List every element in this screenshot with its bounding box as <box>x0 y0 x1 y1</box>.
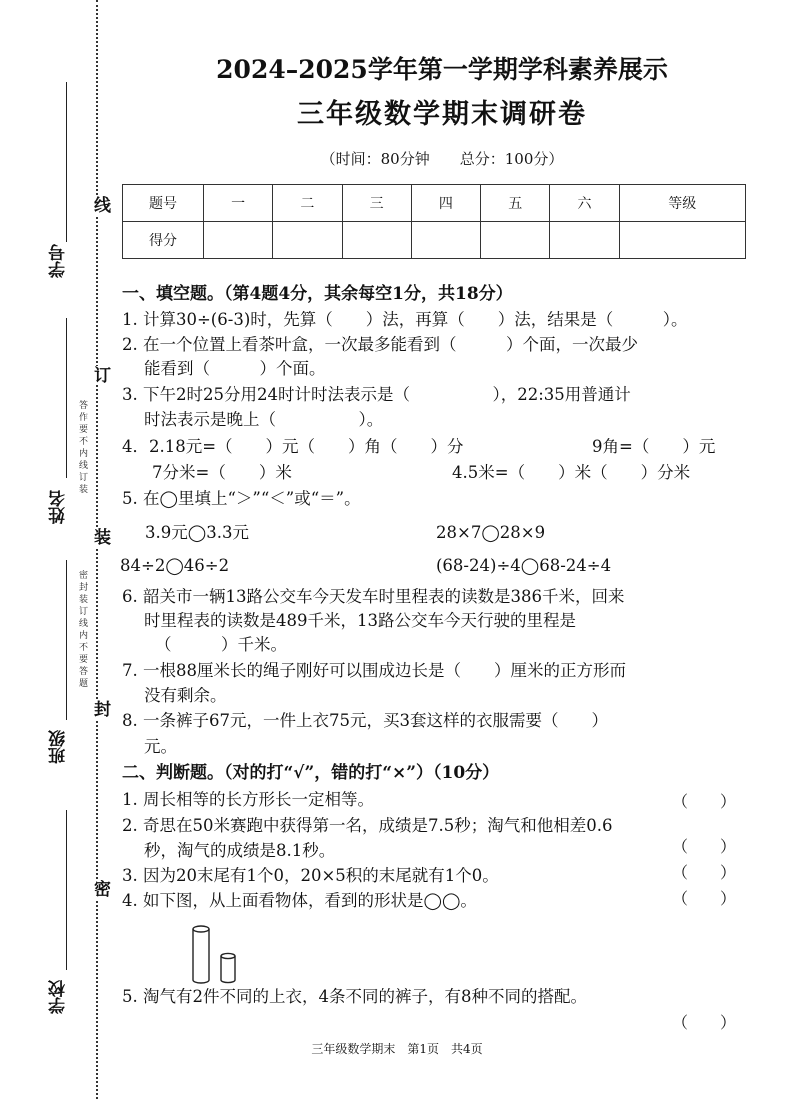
score-cell[interactable] <box>481 222 550 259</box>
judge-1-answer-paren[interactable]: （ ） <box>672 792 737 811</box>
judge-1: 1. 周长相等的长方形长一定相等。 <box>122 790 374 809</box>
mark-xian: 线 <box>88 196 113 215</box>
short-cylinder-icon <box>221 953 235 982</box>
score-cell[interactable] <box>273 222 342 259</box>
exam-subtitle: （时间：80分钟 总分：100分） <box>320 150 564 168</box>
exam-title-line1: 2024–2025学年第一学期学科素养展示 <box>216 55 668 84</box>
question-4-line2-right: 4.5米=（ ）米（ ）分米 <box>452 463 691 482</box>
judge-4: 4. 如下图，从上面看物体，看到的形状是◯◯。 <box>122 891 477 910</box>
mark-ding: 订 <box>88 366 113 385</box>
question-4-line2-left: 7分米=（ ）米 <box>152 463 292 482</box>
score-header-cell: 二 <box>273 185 342 222</box>
mark-zhuang: 装 <box>88 528 113 547</box>
score-header-cell: 四 <box>411 185 480 222</box>
question-5-item1: 3.9元◯3.3元 <box>145 523 249 542</box>
score-cell[interactable] <box>550 222 619 259</box>
judge-4-answer-paren[interactable]: （ ） <box>672 889 737 908</box>
xuehao-blank-line <box>66 82 67 242</box>
score-cell[interactable] <box>342 222 411 259</box>
question-5-item2: 28×7◯28×9 <box>436 523 546 542</box>
score-header-cell: 等级 <box>619 185 745 222</box>
cylinders-figure <box>184 922 244 988</box>
score-cell[interactable] <box>619 222 745 259</box>
page-footer: 三年级数学期末 第1页 共4页 <box>311 1042 483 1056</box>
judge-2-line1: 2. 奇思在50米赛跑中获得第一名，成绩是7.5秒；淘气和他相差0.6 <box>122 816 613 835</box>
binding-note-upper: 答作要不内线订装 <box>77 400 87 496</box>
question-6-line3: （ ）千米。 <box>155 635 287 654</box>
banji-blank-line <box>66 560 67 720</box>
question-2-line2: 能看到（ ）个面。 <box>144 359 326 378</box>
question-4-line1-right: 9角=（ ）元 <box>592 437 716 456</box>
score-header-cell: 五 <box>481 185 550 222</box>
question-5-item4: (68-24)÷4◯68-24÷4 <box>436 556 612 575</box>
score-table-header-row <box>123 185 746 222</box>
score-header-cell: 六 <box>550 185 619 222</box>
score-header-cell: 一 <box>204 185 273 222</box>
score-table <box>122 184 746 259</box>
score-table-score-row <box>123 222 746 259</box>
judge-5: 5. 淘气有2件不同的上衣，4条不同的裤子，有8种不同的搭配。 <box>122 987 587 1006</box>
section2-heading: 二、判断题。（对的打“√”，错的打“×”）（10分） <box>122 763 500 783</box>
question-2-line1: 2. 在一个位置上看茶叶盒，一次最多能看到（ ）个面，一次最少 <box>122 335 638 354</box>
xuexiao-blank-line <box>66 810 67 970</box>
score-cell[interactable] <box>204 222 273 259</box>
question-8-line1: 8. 一条裤子67元，一件上衣75元，买3套这样的衣服需要（ ） <box>122 711 608 730</box>
judge-2-answer-paren[interactable]: （ ） <box>672 837 737 856</box>
score-cell[interactable] <box>411 222 480 259</box>
judge-5-answer-paren[interactable]: （ ） <box>672 1013 737 1032</box>
mark-feng: 封 <box>88 700 113 719</box>
binding-note-lower: 密封装订线内不要答题 <box>77 570 87 690</box>
question-3-line2: 时法表示是晚上（ ）。 <box>144 410 384 429</box>
question-3-line1: 3. 下午2时25分用24时计时法表示是（ ），22:35用普通计 <box>122 385 631 404</box>
section1-heading: 一、填空题。（第4题4分，其余每空1分，共18分） <box>122 284 513 304</box>
xingming-blank-line <box>66 318 67 478</box>
score-header-cell: 题号 <box>123 185 204 222</box>
score-header-cell: 三 <box>342 185 411 222</box>
judge-2-line2: 秒，淘气的成绩是8.1秒。 <box>144 841 336 860</box>
question-7-line2: 没有剩余。 <box>144 686 227 705</box>
binding-dotted-line <box>96 0 98 1099</box>
mark-mi: 密 <box>88 880 113 899</box>
judge-3: 3. 因为20末尾有1个0，20×5积的末尾就有1个0。 <box>122 866 499 885</box>
question-6-line2: 时里程表的读数是489千米，13路公交车今天行驶的里程是 <box>144 611 576 630</box>
tall-cylinder-icon <box>193 926 209 983</box>
score-row-label: 得分 <box>123 222 204 259</box>
question-8-line2: 元。 <box>144 737 177 756</box>
question-5-item3: 84÷2◯46÷2 <box>120 556 230 575</box>
label-xingming: 姓名 <box>49 490 69 524</box>
label-xuexiao: 学校 <box>49 980 69 1014</box>
question-7-line1: 7. 一根88厘米长的绳子刚好可以围成边长是（ ）厘米的正方形而 <box>122 661 626 680</box>
judge-3-answer-paren[interactable]: （ ） <box>672 863 737 882</box>
question-6-line1: 6. 韶关市一辆13路公交车今天发车时里程表的读数是386千米，回来 <box>122 587 625 606</box>
label-xuehao: 学号 <box>49 244 69 278</box>
label-banji: 班级 <box>49 730 69 764</box>
exam-title-line2: 三年级数学期末调研卷 <box>297 99 587 130</box>
question-4-line1-left: 4．2.18元=（ ）元（ ）角（ ）分 <box>122 437 464 456</box>
question-1: 1. 计算30÷(6-3)时，先算（ ）法，再算（ ）法，结果是（ ）。 <box>122 310 688 329</box>
question-5: 5. 在◯里填上“＞”“＜”或“＝”。 <box>122 489 361 508</box>
